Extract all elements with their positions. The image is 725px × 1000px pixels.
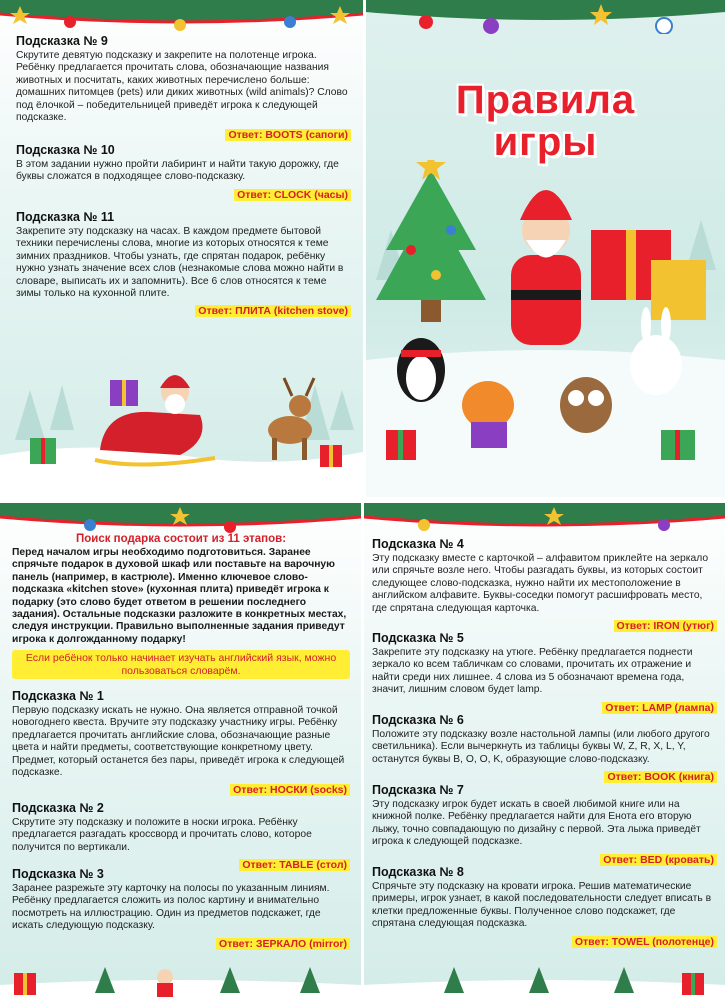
bottom-decoration <box>364 963 725 1000</box>
hint-heading: Подсказка № 11 <box>16 210 115 224</box>
hint-text: В этом задании нужно пройти лабиринт и найти такую дорожку, где буквы сложатся в подходящее слово-подсказку. <box>16 159 339 183</box>
hint-heading: Подсказка № 1 <box>12 689 104 703</box>
hint-text: Первую подсказку искать не нужно. Она является отправной точкой новогоднего квеста. Вручите эту подсказку участнику игры. Ребёнку предлагается прочитать английские слова, обозначающие разные цвета и найти предметы, соответствующие конкретному цвету. Предмет, который останется без пары, приведёт игрока к следующей подсказке. <box>12 705 345 779</box>
hint-text: Закрепите эту подсказку на часах. В каждом предмете бытовой техники перечислены слова, многие из которых относятся к теме зимних праздников. Чтобы узнать, где спрятан подарок, ребёнку нужно узнать значение всех слов (незнакомые слова можно найти в словаре, выписать их и запомнить). Все 6 слов относятся к теме зимы только на кухонной плите. <box>16 226 344 300</box>
intro-section <box>12 533 350 679</box>
hint-text: Скрутите девятую подсказку и закрепите на полотенце игрока. Ребёнку предлагается прочитать слова, обозначающие названия животных и посчитать, каких животных перечислено больше: домашних питомцев (pets) или диких животных (wild animals)? Слово под ёлочкой – победительницей приведёт игрока к следующей подсказке. <box>16 50 348 124</box>
page-intro-hints-1-3 <box>0 503 361 1000</box>
hint-10 <box>16 143 351 203</box>
hint-9 <box>16 34 351 143</box>
hint-text: Скрутите эту подсказку и положите в носки игрока. Ребёнку предлагается разгадать кроссворд и прочитать слово, которое получится по вертикали. <box>12 817 312 853</box>
page-hints-4-8 <box>364 503 725 1000</box>
answer-badge: Ответ: ПЛИТА (kitchen stove) <box>195 305 351 317</box>
hint-text: Эту подсказку игрок будет искать в своей любимой книге или на книжной полке. Ребёнку предлагается найти для Енота его вторую лыжу, точно совпадающую по дизайну с первой. Эта лыжа приведёт игрока к следующей подсказке. <box>372 799 701 848</box>
bottom-decoration <box>0 963 361 1000</box>
hint-5 <box>372 631 717 716</box>
answer-badge: Ответ: CLOCK (часы) <box>234 189 351 201</box>
intro-text: Перед началом игры необходимо подготовиться. Заранее спрячьте подарок в духовой шкаф или поставьте на варочную панель (например, в кастрюле). Именно ключевое слово-подсказка «kitchen stove» (кухонная плита) приведёт игрока к подарку (это слово будет ответом в решении последнего задания). Остальные подсказки разложите в конкретных местах, следуя инструкции. Правильно выполненные задания приведут игрока к долгожданному подарку! <box>12 547 347 645</box>
santa-sleigh-illustration <box>0 330 363 497</box>
answer-badge: Ответ: LAMP (лампа) <box>602 702 717 714</box>
hint-heading: Подсказка № 2 <box>12 801 104 815</box>
characters-illustration <box>366 160 725 497</box>
page-subtitle: игры <box>493 120 598 164</box>
hint-heading: Подсказка № 9 <box>16 34 108 48</box>
page-hints-9-11 <box>0 0 363 497</box>
hint-heading: Подсказка № 3 <box>12 867 104 881</box>
hint-heading: Подсказка № 7 <box>372 783 464 797</box>
hint-text: Эту подсказку вместе с карточкой – алфавитом приклейте на зеркало или спрячьте возле него. Чтобы разгадать буквы, из которых состоит следующее слово-подсказка, нужно найти их местоположение в английском алфавите. Буквы-соседки помогут расшифровать место, где спрятана следующая карточка. <box>372 553 709 614</box>
hint-heading: Подсказка № 8 <box>372 865 464 879</box>
answer-badge: Ответ: ЗЕРКАЛО (mirror) <box>216 938 350 950</box>
hint-7 <box>372 783 717 868</box>
hint-6 <box>372 713 717 785</box>
answer-badge: Ответ: IRON (утюг) <box>614 620 718 632</box>
answer-badge: Ответ: НОСКИ (socks) <box>230 784 350 796</box>
hint-text: Положите эту подсказку возле настольной лампы (или любого другого светильника). Если вычеркнуть из таблицы буквы W, Z, R, X, L, Y, останутся буквы B, O, O, K, образующие слово-подсказку. <box>372 729 710 765</box>
answer-badge: Ответ: BED (кровать) <box>600 854 717 866</box>
hint-heading: Подсказка № 4 <box>372 537 464 551</box>
hint-text: Спрячьте эту подсказку на кровати игрока. Решив математические примеры, игрок узнает, в какой последовательности следует вписать в клетки предложенные буквы. Полученное слово подскажет, где спрятана следующая подсказка. <box>372 881 712 930</box>
answer-badge: Ответ: TOWEL (полотенце) <box>572 936 717 948</box>
garland-decoration <box>0 503 361 537</box>
garland-decoration <box>366 0 725 34</box>
garland-decoration <box>0 0 363 34</box>
answer-badge: Ответ: BOOK (книга) <box>604 771 717 783</box>
hint-4 <box>372 537 717 634</box>
hint-8 <box>372 865 717 950</box>
hint-2 <box>12 801 350 873</box>
hint-1 <box>12 689 350 798</box>
answer-badge: Ответ: TABLE (стол) <box>239 859 350 871</box>
answer-badge: Ответ: BOOTS (сапоги) <box>225 129 351 141</box>
hint-heading: Подсказка № 5 <box>372 631 464 645</box>
hint-heading: Подсказка № 10 <box>16 143 115 157</box>
hint-11 <box>16 210 351 319</box>
hint-heading: Подсказка № 6 <box>372 713 464 727</box>
hint-text: Заранее разрежьте эту карточку на полосы по указанным линиям. Ребёнку предлагается сложить из полос картину и внимательно посмотреть на иллюстрацию. Один из предметов подскажет, где искать следующую подсказку. <box>12 883 330 932</box>
hint-3 <box>12 867 350 952</box>
dictionary-note: Если ребёнок только начинает изучать английский язык, можно пользоваться словарём. <box>12 650 350 679</box>
garland-decoration <box>364 503 725 537</box>
hint-text: Закрепите эту подсказку на утюге. Ребёнку предлагается поднести зеркало ко всем табличкам со словами, прочитать их отражение и найти среди них лишнее. 4 слова из 5 обозначают времена года, значит, лишним словом будет lamp. <box>372 647 693 696</box>
page-title: Правила <box>455 78 636 122</box>
cover-page <box>366 0 725 497</box>
intro-heading: Поиск подарка состоит из 11 этапов: <box>75 533 287 545</box>
